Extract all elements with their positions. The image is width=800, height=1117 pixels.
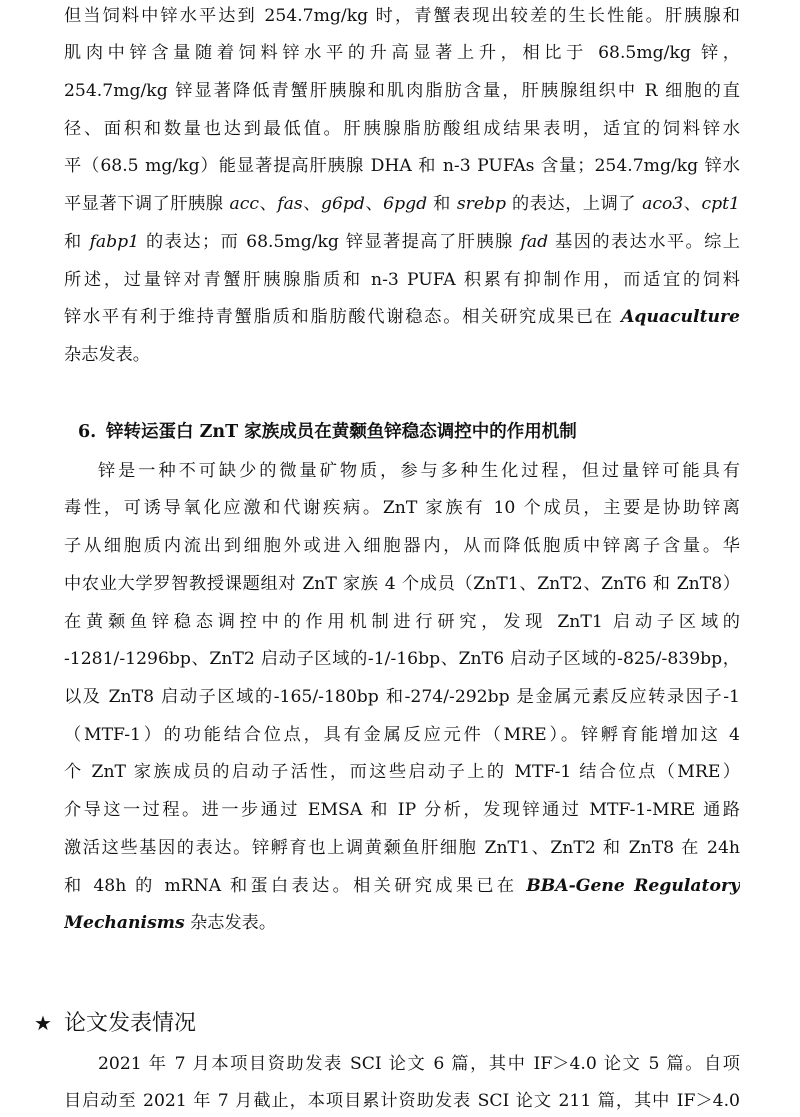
text-line: 中农业大学罗智教授课题组对 ZnT 家族 4 个成员（ZnT1、ZnT2、ZnT6 和 ZnT8） xyxy=(64,574,740,594)
text-line-journal xyxy=(64,911,740,935)
text-line: 2021 年 7 月本项目资助发表 SCI 论文 6 篇，其中 IF＞4.0 论文 5 篇。自项 xyxy=(98,1054,740,1074)
text-run: 和 xyxy=(427,194,457,214)
star-icon: ★ xyxy=(34,1011,52,1035)
text-line-genes xyxy=(64,230,740,254)
text-run: 、 xyxy=(302,194,321,214)
text-line: 目启动至 2021 年 7 月截止，本项目累计资助发表 SCI 论文 211 篇，其中 IF＞4.0 xyxy=(64,1091,740,1111)
publications-title: 论文发表情况 xyxy=(64,1011,197,1036)
text-line: 杂志发表。 xyxy=(64,345,150,365)
text-line: 以及 ZnT8 启动子区域的-165/-180bp 和-274/-292bp 是金属元素反应转录因子-1 xyxy=(64,687,740,707)
text-line: 毒性，可诱导氧化应激和代谢疾病。ZnT 家族有 10 个成员，主要是协助锌离 xyxy=(64,498,740,518)
text-run: 基因的表达水平。综上 xyxy=(548,232,740,252)
text-run: 和 48h 的 mRNA 和蛋白表达。相关研究成果已在 xyxy=(64,876,527,896)
gene-srebp: srebp xyxy=(456,194,507,214)
gene-fad: fad xyxy=(520,232,549,252)
text-line: （MTF-1）的功能结合位点，具有金属反应元件（MRE）。锌孵育能增加这 4 xyxy=(64,725,740,745)
text-line: 254.7mg/kg 锌显著降低青蟹肝胰腺和肌肉脂肪含量，肝胰腺组织中 R 细胞的直 xyxy=(64,81,740,101)
text-run: 的表达，上调了 xyxy=(506,194,643,214)
text-line-journal xyxy=(64,305,740,329)
text-line: 子从细胞质内流出到细胞外或进入细胞器内，从而降低胞质中锌离子含量。华 xyxy=(64,536,740,556)
gene-fas: fas xyxy=(277,194,303,214)
gene-cpt1: cpt1 xyxy=(701,194,740,214)
text-run: 锌水平有利于维持青蟹脂质和脂肪酸代谢稳态。相关研究成果已在 xyxy=(64,307,622,327)
text-line: 锌是一种不可缺少的微量矿物质，参与多种生化过程，但过量锌可能具有 xyxy=(98,461,740,481)
text-line: 径、面积和数量也达到最低值。肝胰腺脂肪酸组成结果表明，适宜的饲料锌水 xyxy=(64,119,740,139)
section-6-heading xyxy=(78,420,577,444)
text-run: 、 xyxy=(683,194,702,214)
text-line: 所述，过量锌对青蟹肝胰腺脂质和 n-3 PUFA 积累有抑制作用，而适宜的饲料 xyxy=(64,270,740,290)
text-line: -1281/-1296bp、ZnT2 启动子区域的-1/-16bp、ZnT6 启动子区域的-825/-839bp， xyxy=(64,649,740,669)
gene-acc: acc xyxy=(229,194,259,214)
section-title: 锌转运蛋白 ZnT 家族成员在黄颡鱼锌稳态调控中的作用机制 xyxy=(106,422,577,442)
journal-name: Mechanisms xyxy=(64,913,185,933)
gene-fabp1: fabp1 xyxy=(89,232,140,252)
text-line: 肌肉中锌含量随着饲料锌水平的升高显著上升，相比于 68.5mg/kg 锌， xyxy=(64,43,740,63)
journal-name: Aquaculture xyxy=(621,307,740,327)
text-run: 和 xyxy=(64,232,90,252)
text-run: 的表达；而 68.5mg/kg 锌显著提高了肝胰腺 xyxy=(139,232,521,252)
text-line-genes xyxy=(64,192,740,216)
text-line: 激活这些基因的表达。锌孵育也上调黄颡鱼肝细胞 ZnT1、ZnT2 和 ZnT8 在 24h xyxy=(64,838,740,858)
gene-aco3: aco3 xyxy=(642,194,684,214)
text-line: 个 ZnT 家族成员的启动子活性，而这些启动子上的 MTF-1 结合位点（MRE） xyxy=(64,762,740,782)
text-line: 平（68.5 mg/kg）能显著提高肝胰腺 DHA 和 n-3 PUFAs 含量；254.7mg/kg 锌水 xyxy=(64,156,740,176)
text-run: 、 xyxy=(364,194,384,214)
text-run: 平显著下调了肝胰腺 xyxy=(64,194,230,214)
text-line: 在黄颡鱼锌稳态调控中的作用机制进行研究，发现 ZnT1 启动子区域的 xyxy=(64,612,740,632)
gene-6pgd: 6pgd xyxy=(383,194,428,214)
text-run: 、 xyxy=(258,194,278,214)
text-line: 但当饲料中锌水平达到 254.7mg/kg 时，青蟹表现出较差的生长性能。肝胰腺和 xyxy=(64,6,740,26)
text-line-journal xyxy=(64,874,740,898)
text-run: 杂志发表。 xyxy=(184,913,277,933)
publications-heading xyxy=(34,1008,196,1039)
text-line: 介导这一过程。进一步通过 EMSA 和 IP 分析，发现锌通过 MTF-1-MRE 通路 xyxy=(64,800,740,820)
journal-name: BBA-Gene Regulatory xyxy=(526,876,740,896)
section-number: 6. xyxy=(78,422,97,442)
gene-g6pd: g6pd xyxy=(320,194,365,214)
